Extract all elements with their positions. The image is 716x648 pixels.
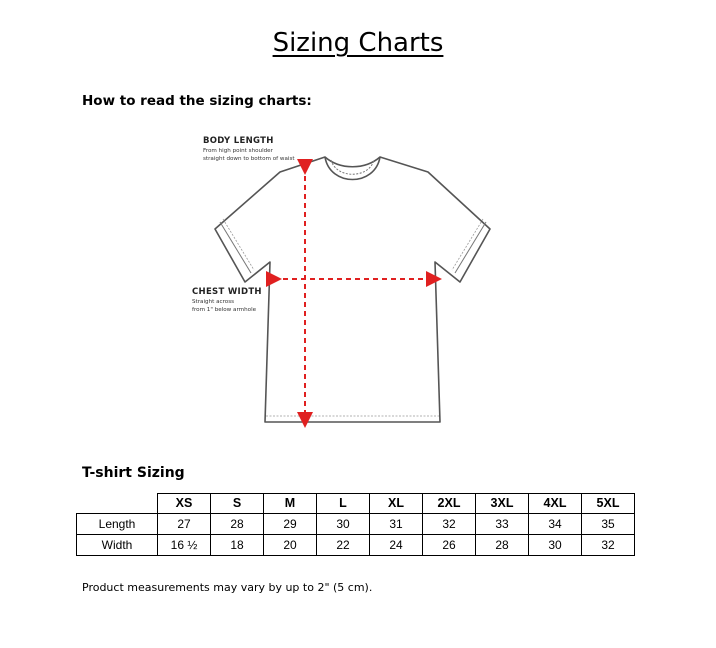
- size-header: 5XL: [582, 494, 635, 514]
- tshirt-illustration: [190, 132, 510, 437]
- table-cell: 35: [582, 513, 635, 534]
- table-cell: 18: [211, 534, 264, 555]
- body-length-desc-2: straight down to bottom of waist: [203, 156, 295, 162]
- size-header: 3XL: [476, 494, 529, 514]
- table-cell: 33: [476, 513, 529, 534]
- table-cell: 32: [582, 534, 635, 555]
- table-cell: 30: [317, 513, 370, 534]
- table-cell: 24: [370, 534, 423, 555]
- row-label-length: Length: [77, 513, 158, 534]
- table-cell: 16 ½: [158, 534, 211, 555]
- body-length-title: BODY LENGTH: [203, 136, 274, 146]
- table-cell: 30: [529, 534, 582, 555]
- size-header: L: [317, 494, 370, 514]
- howto-heading: How to read the sizing charts:: [82, 93, 312, 109]
- chest-width-desc-1: Straight across: [192, 299, 235, 305]
- row-label-width: Width: [77, 534, 158, 555]
- table-cell: 28: [476, 534, 529, 555]
- table-cell: 22: [317, 534, 370, 555]
- page-title: Sizing Charts: [272, 28, 444, 58]
- tshirt-sizing-heading: T-shirt Sizing: [82, 465, 185, 481]
- table-cell: 31: [370, 513, 423, 534]
- chest-width-title: CHEST WIDTH: [192, 287, 262, 297]
- size-header: M: [264, 494, 317, 514]
- size-header-row: [77, 494, 635, 514]
- tshirt-diagram: [190, 132, 510, 437]
- size-header: S: [211, 494, 264, 514]
- body-length-desc-1: From high point shoulder: [203, 148, 273, 154]
- disclaimer-text: Product measurements may vary by up to 2" (5 cm).: [82, 581, 373, 594]
- table-cell: 27: [158, 513, 211, 534]
- size-header: XL: [370, 494, 423, 514]
- table-row: [77, 534, 635, 555]
- table-row: [77, 513, 635, 534]
- size-header: XS: [158, 494, 211, 514]
- header-corner: [77, 494, 158, 514]
- table-cell: 29: [264, 513, 317, 534]
- table-cell: 20: [264, 534, 317, 555]
- size-header: 2XL: [423, 494, 476, 514]
- table-cell: 28: [211, 513, 264, 534]
- chest-width-desc-2: from 1" below armhole: [192, 307, 257, 313]
- table-cell: 32: [423, 513, 476, 534]
- table-cell: 26: [423, 534, 476, 555]
- size-header: 4XL: [529, 494, 582, 514]
- sizing-table: [76, 493, 635, 556]
- table-cell: 34: [529, 513, 582, 534]
